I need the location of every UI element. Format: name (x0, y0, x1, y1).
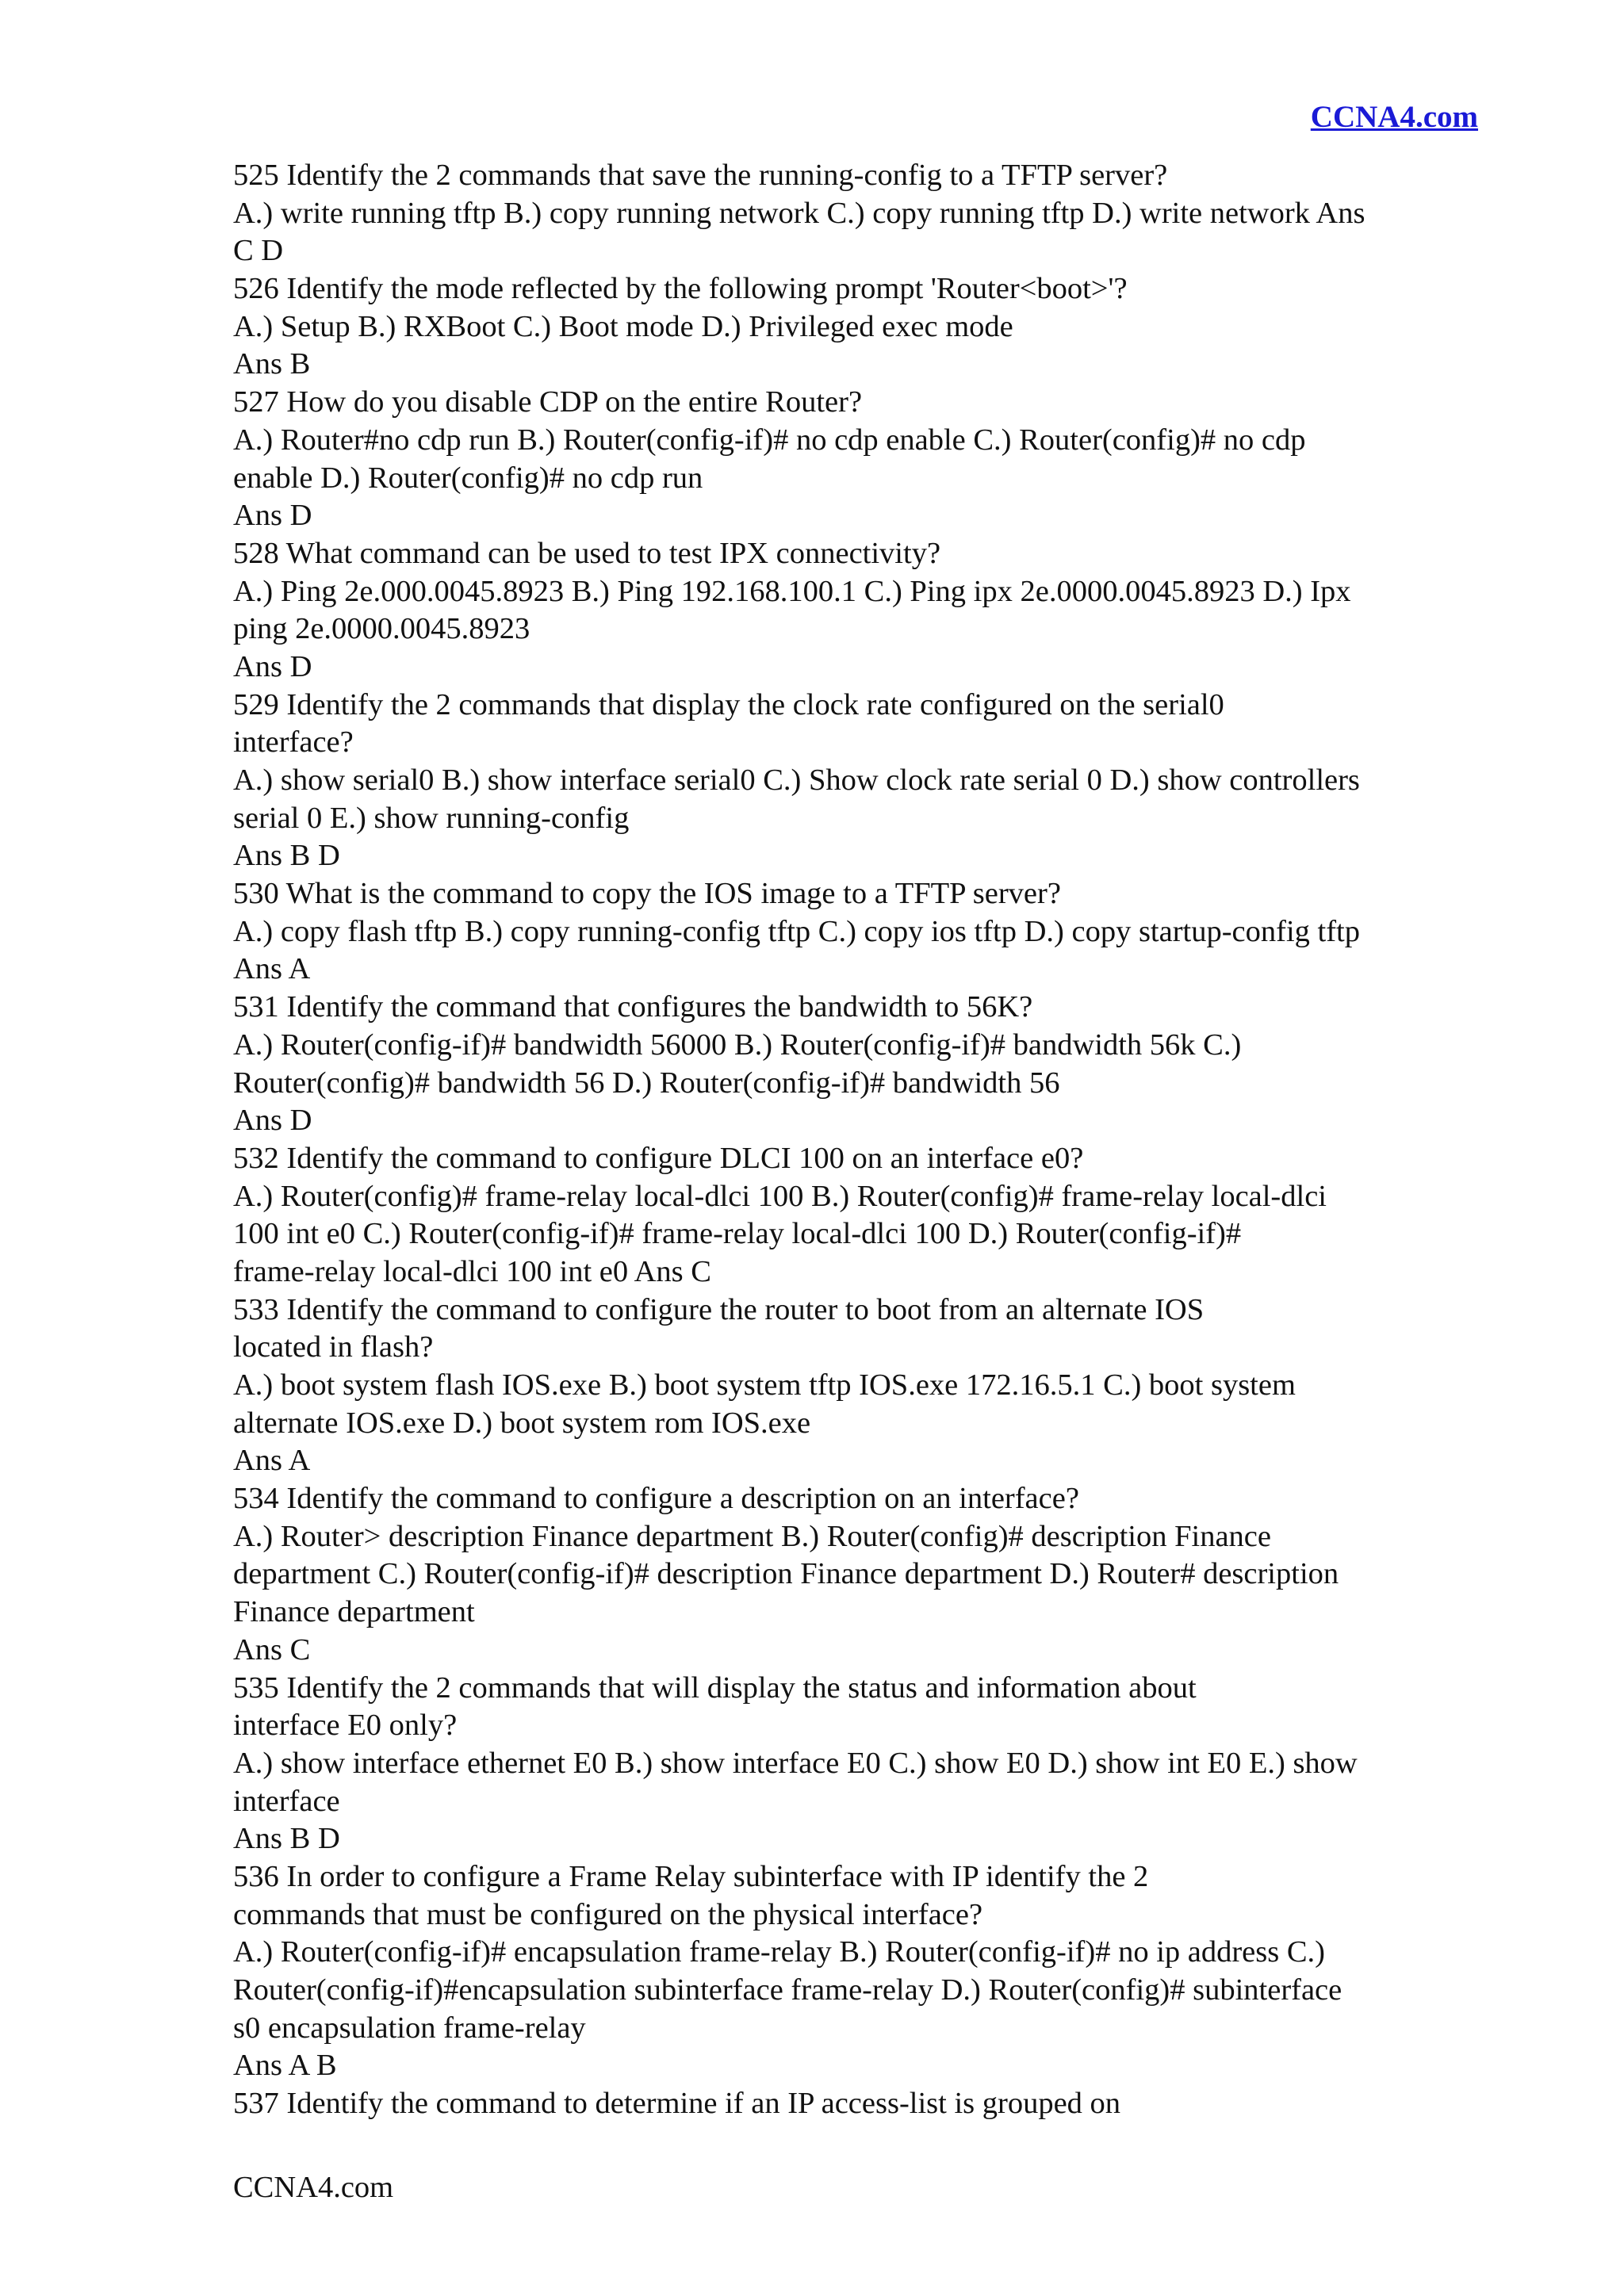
text-line: A.) copy flash tftp B.) copy running-config tftp C.) copy ios tftp D.) copy startup-config tftp (233, 914, 1361, 948)
text-line: Ans C (233, 1632, 311, 1667)
footer-site-name: CCNA4.com (233, 2171, 394, 2204)
text-line: Ans B (233, 347, 311, 381)
text-line: Ans D (233, 1104, 312, 1138)
text-line: 537 Identify the command to determine if an IP access-list is grouped on (233, 2087, 1121, 2121)
text-line: 532 Identify the command to configure DLCI 100 on an interface e0? (233, 1141, 1084, 1175)
text-line: C D (233, 234, 284, 268)
text-line: 525 Identify the 2 commands that save the running-config to a TFTP server? (233, 159, 1168, 192)
text-line: 535 Identify the 2 commands that will display the status and information about (233, 1670, 1197, 1705)
text-line: 529 Identify the 2 commands that display the clock rate configured on the serial0 (233, 687, 1224, 721)
text-line: A.) show interface ethernet E0 B.) show interface E0 C.) show E0 D.) show int E0 E.) show (233, 1746, 1358, 1780)
text-line: commands that must be configured on the physical interface? (233, 1897, 983, 1931)
text-line: A.) Router#no cdp run B.) Router(config-if)# no cdp enable C.) Router(config)# no cdp (233, 423, 1306, 457)
text-line: 536 In order to configure a Frame Relay subinterface with IP identify the 2 (233, 1859, 1149, 1893)
text-line: frame-relay local-dlci 100 int e0 Ans C (233, 1254, 711, 1288)
text-line: 100 int e0 C.) Router(config-if)# frame-relay local-dlci 100 D.) Router(config-if)# (233, 1217, 1242, 1251)
text-line: Router(config-if)#encapsulation subinterface frame-relay D.) Router(config)# subinterface (233, 1973, 1342, 2007)
text-line: 528 What command can be used to test IPX connectivity? (233, 536, 941, 570)
text-line: 533 Identify the command to configure the router to boot from an alternate IOS (233, 1292, 1205, 1326)
text-line: Ans A (233, 1444, 311, 1478)
text-line: A.) write running tftp B.) copy running network C.) copy running tftp D.) write network Ans (233, 196, 1365, 230)
text-line: Finance department (233, 1595, 475, 1629)
text-line: A.) boot system flash IOS.exe B.) boot system tftp IOS.exe 172.16.5.1 C.) boot system (233, 1368, 1296, 1402)
question-list (233, 157, 1486, 2123)
text-line: A.) Router(config)# frame-relay local-dlci 100 B.) Router(config)# frame-relay local-dlci (233, 1179, 1327, 1213)
text-line: interface (233, 1784, 340, 1818)
text-line: ping 2e.0000.0045.8923 (233, 612, 530, 646)
text-line: A.) Router> description Finance department B.) Router(config)# description Finance (233, 1519, 1271, 1553)
text-line: 530 What is the command to copy the IOS image to a TFTP server? (233, 877, 1061, 911)
text-line: A.) show serial0 B.) show interface serial0 C.) Show clock rate serial 0 D.) show controllers (233, 763, 1360, 797)
text-line: enable D.) Router(config)# no cdp run (233, 461, 703, 495)
text-line: Router(config)# bandwidth 56 D.) Router(config-if)# bandwidth 56 (233, 1066, 1060, 1100)
text-line: serial 0 E.) show running-config (233, 801, 630, 835)
text-line: Ans D (233, 499, 312, 533)
text-line: 534 Identify the command to configure a description on an interface? (233, 1482, 1079, 1516)
text-line: located in flash? (233, 1330, 434, 1364)
text-line: interface? (233, 725, 354, 760)
text-line: Ans B D (233, 839, 340, 873)
text-line: Ans B D (233, 1822, 340, 1856)
text-line: Ans A (233, 952, 311, 986)
text-line: interface E0 only? (233, 1709, 458, 1743)
text-line: 526 Identify the mode reflected by the following prompt 'Router<boot>'? (233, 272, 1128, 306)
header-site-link[interactable]: CCNA4.com (1310, 100, 1478, 134)
text-line: A.) Setup B.) RXBoot C.) Boot mode D.) Privileged exec mode (233, 309, 1013, 343)
text-line: Ans A B (233, 2049, 337, 2083)
text-line: s0 encapsulation frame-relay (233, 2011, 586, 2045)
text-line: A.) Ping 2e.000.0045.8923 B.) Ping 192.168.100.1 C.) Ping ipx 2e.0000.0045.8923 D.) Ipx (233, 574, 1351, 608)
text-line: A.) Router(config-if)# encapsulation frame-relay B.) Router(config-if)# no ip address C.) (233, 1935, 1325, 1969)
text-line: Ans D (233, 649, 312, 683)
text-line: 531 Identify the command that configures the bandwidth to 56K? (233, 990, 1033, 1024)
text-line: alternate IOS.exe D.) boot system rom IOS.exe (233, 1406, 811, 1440)
text-line: department C.) Router(config-if)# description Finance department D.) Router# description (233, 1557, 1339, 1591)
text-line: 527 How do you disable CDP on the entire Router? (233, 385, 863, 419)
text-line: A.) Router(config-if)# bandwidth 56000 B.) Router(config-if)# bandwidth 56k C.) (233, 1027, 1242, 1062)
